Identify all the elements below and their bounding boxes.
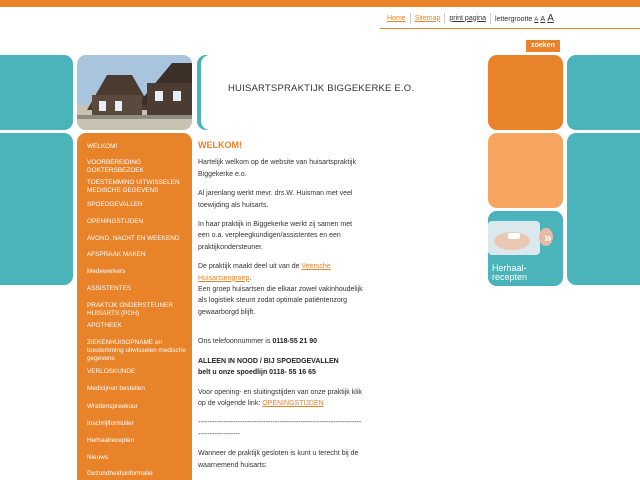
font-large-button[interactable]: A [547, 12, 554, 24]
nav-item-openingstijden[interactable]: OPENINGSTIJDEN [87, 218, 144, 225]
chevron-right-icon: » [544, 229, 552, 245]
decor-tile [567, 133, 640, 285]
main-content [198, 140, 363, 479]
nav-item-nieuws[interactable]: Nieuws [87, 454, 108, 461]
closed-text: Wanneer de praktijk gesloten is kunt u terecht bij de waarnemend huisarts: [198, 450, 359, 469]
utility-rule [380, 28, 640, 29]
top-accent-bar [0, 0, 640, 7]
decor-tile [567, 55, 640, 130]
print-link[interactable]: print pagina [449, 14, 486, 22]
utility-nav [383, 11, 558, 25]
group-text-before: De praktijk maakt deel uit van de [198, 263, 302, 271]
font-medium-button[interactable]: A [540, 13, 546, 23]
nav-item-welkom[interactable]: WELKOM! [87, 143, 118, 150]
phone-number: 0118-55 21 90 [272, 338, 318, 346]
nav-item-inschrijfformulier[interactable]: Inschrijfformulier [87, 420, 134, 427]
sidebar-nav [77, 133, 192, 480]
decor-tile [0, 133, 73, 285]
nav-item-assistentes[interactable]: ASSISTENTES [87, 285, 132, 292]
group-text [198, 261, 363, 318]
nav-item-voorbereiding[interactable]: VOORBEREIDING DOKTERSBEZOEK [87, 159, 144, 174]
decor-tile [0, 55, 73, 130]
emergency-block [198, 356, 363, 379]
openingstijden-link[interactable]: OPENINGSTIJDEN [262, 399, 324, 407]
font-size-label: lettergrootte [494, 15, 533, 23]
intro-text: Hartelijk welkom op de website van huisartspraktijk Biggekerke e.o. [198, 159, 356, 178]
decor-tile [488, 55, 563, 130]
divider-line: ---------------------------------------------------------------------------------------- [198, 419, 362, 438]
phone-line [198, 336, 363, 347]
emergency-line-1: ALLEEN IN NOOD / BIJ SPOEDGEVALLEN [198, 357, 339, 365]
hours-line [198, 387, 363, 410]
phone-label: Ons telefoonnummer is [198, 338, 273, 346]
group-description: Een groep huisartsen die elkaar zowel vakinhoudelijk als logistiek steunt zodat optimale patiëntenzorg gewaarborgd blijft. [198, 286, 363, 316]
nav-item-toestemming[interactable]: TOESTEMMING UITWISSELEN MEDISCHE GEGEVENS [87, 179, 180, 194]
group-text-after: . [249, 274, 252, 282]
sitemap-link[interactable]: Sitemap [414, 14, 441, 22]
nav-item-avond-nacht-weekend[interactable]: AVOND, NACHT EN WEEKEND [87, 235, 180, 242]
house-photo [77, 55, 192, 130]
herhaalrecepten-label: Herhaal-recepten [492, 263, 528, 282]
practice-text: In haar praktijk in Biggekerke werkt zij samen met een o.a. verpleegkundigen/assistentes en een praktijkondersteuner. [198, 221, 353, 251]
nav-item-spoedgevallen[interactable]: SPOEDGEVALLEN [87, 201, 143, 208]
nav-item-afspraak[interactable]: AFSPRAAK MAKEN [87, 251, 146, 258]
nav-item-ziekenhuisopname[interactable]: ZIEKENHUISOPNAME en toestemming uitwisselen medische gegevens [87, 339, 186, 362]
veersche-link[interactable]: Veersche Huisartsengroep [198, 263, 331, 282]
nav-item-herhaalrecepten[interactable]: Herhaalrecepten [87, 437, 135, 444]
nav-item-wrattenspreekuur[interactable]: Wrattenspreekuur [87, 403, 138, 410]
nav-item-medewerkers[interactable]: Medewerkers [87, 268, 126, 275]
font-small-button[interactable]: A [534, 16, 539, 23]
nav-item-apotheek[interactable]: APOTHEEK [87, 322, 122, 329]
emergency-line-2: belt u onze spoedlijn 0118- 55 16 65 [198, 369, 316, 377]
page-title: WELKOM! [198, 140, 242, 150]
nav-item-gezondheidsinformatie[interactable]: Gezondheidsinformatie [87, 470, 153, 477]
hours-text: Voor opening- en sluitingstijden van onze praktijk klik op de volgende link: [198, 388, 362, 407]
doctor-text: Al jarenlang werkt mevr. drs.W. Huisman met veel toewijding als huisarts. [198, 190, 353, 209]
font-size-control [491, 13, 558, 24]
nav-item-medicijnen[interactable]: Medicijnen bestellen [87, 385, 145, 392]
site-title: HUISARTSPRAKTIJK BIGGEKERKE E.O. [228, 83, 415, 94]
home-link[interactable]: Home [387, 14, 406, 22]
decor-tile [488, 133, 563, 208]
nav-item-poh[interactable]: PRAKTIJK ONDERSTEUNER HUISARTS (POH) [87, 302, 173, 317]
search-button[interactable]: zoeken [526, 40, 560, 52]
nav-item-verloskunde[interactable]: VERLOSKUNDE [87, 368, 136, 375]
